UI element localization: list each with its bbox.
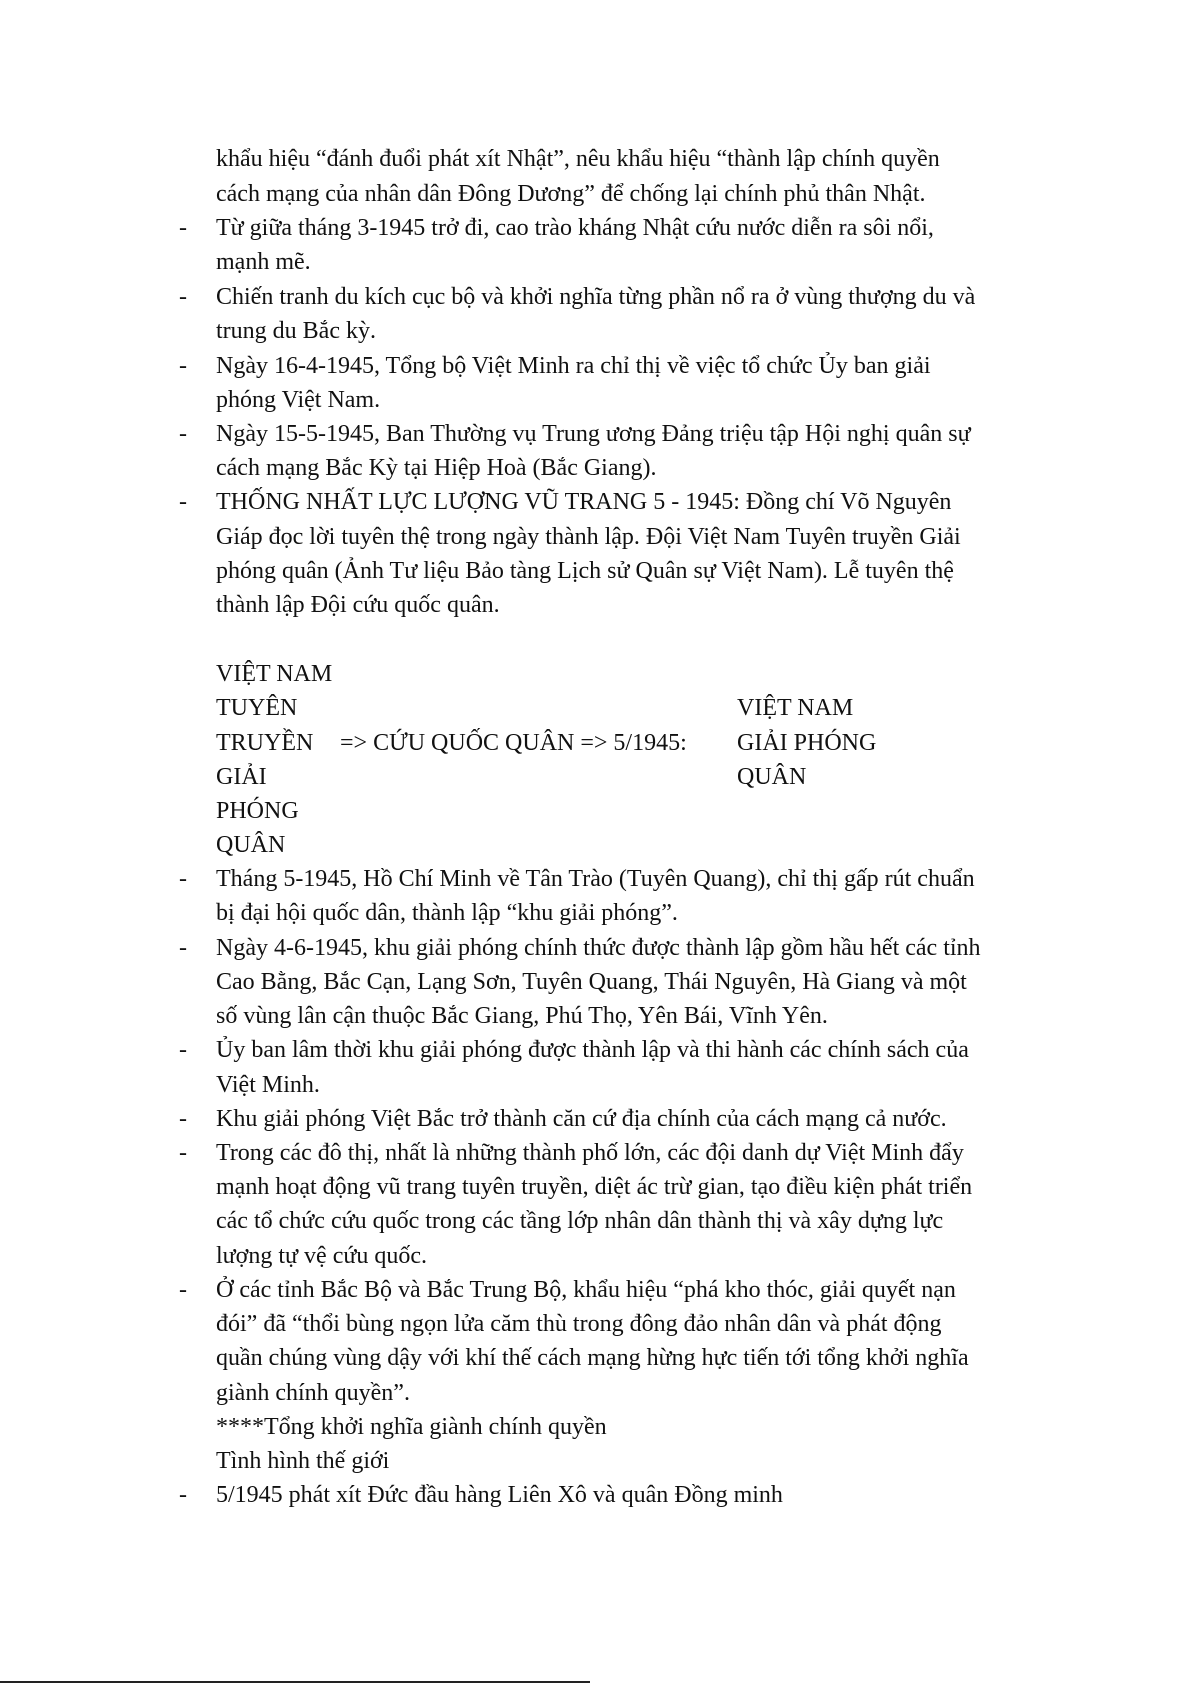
bullet-c1-line-1: 5/1945 phát xít Đức đầu hàng Liên Xô và quân Đồng minh [216,1482,783,1508]
bullet-b6-line-4: giành chính quyền”. [216,1380,410,1406]
bullet-dash: - [179,1482,187,1508]
diagram-left-1: VIỆT NAM [216,661,333,687]
bullet-dash: - [179,1106,187,1132]
bullet-a2-line-1: Chiến tranh du kích cục bộ và khởi nghĩa từng phần nổ ra ở vùng thượng du và [216,284,976,310]
diagram-right-2: GIẢI PHÓNG [737,730,877,756]
bullet-b5-line-4: lượng tự vệ cứu quốc. [216,1243,428,1269]
bullet-b6-line-3: quần chúng vùng dậy với khí thế cách mạng hừng hực tiến tới tổng khởi nghĩa [216,1345,969,1371]
bullet-b6-line-2: đói” đã “thổi bùng ngọn lửa căm thù trong đông đảo nhân dân và phát động [216,1311,942,1337]
bullet-b5-line-3: các tổ chức cứu quốc trong các tầng lớp nhân dân thành thị và xây dựng lực [216,1208,944,1234]
bullet-a3-line-2: phóng Việt Nam. [216,387,381,413]
bullet-b5-line-1: Trong các đô thị, nhất là những thành phố lớn, các đội danh dự Việt Minh đẩy [216,1140,964,1166]
bullet-b1-line-1: Tháng 5-1945, Hồ Chí Minh về Tân Trào (Tuyên Quang), chỉ thị gấp rút chuẩn [216,866,975,892]
bullet-dash: - [179,866,187,892]
bullet-a3-line-1: Ngày 16-4-1945, Tổng bộ Việt Minh ra chỉ thị về việc tổ chức Ủy ban giải [216,353,931,379]
bullet-a5-line-3: phóng quân (Ảnh Tư liệu Bảo tàng Lịch sử Quân sự Việt Nam). Lễ tuyên thệ [216,558,954,584]
bullet-a5-line-1: THỐNG NHẤT LỰC LƯỢNG VŨ TRANG 5 - 1945: Đồng chí Võ Nguyên [216,489,952,515]
bullet-a2-line-2: trung du Bắc kỳ. [216,318,376,344]
bullet-a1-line-2: mạnh mẽ. [216,249,311,275]
bullet-dash: - [179,489,187,515]
bullet-dash: - [179,215,187,241]
bullet-a4-line-2: cách mạng Bắc Kỳ tại Hiệp Hoà (Bắc Giang). [216,455,657,481]
bullet-a1-line-1: Từ giữa tháng 3-1945 trở đi, cao trào kháng Nhật cứu nước diễn ra sôi nổi, [216,215,934,241]
bullet-a4-line-1: Ngày 15-5-1945, Ban Thường vụ Trung ương Đảng triệu tập Hội nghị quân sự [216,421,971,447]
bullet-b5-line-2: mạnh hoạt động vũ trang tuyên truyền, diệt ác trừ gian, tạo điều kiện phát triển [216,1174,973,1200]
bullet-dash: - [179,353,187,379]
diagram-right-1: VIỆT NAM [737,695,854,721]
diagram-left-2: TUYÊN [216,695,298,721]
intro-line-2: cách mạng của nhân dân Đông Dương” để chống lại chính phủ thân Nhật. [216,181,926,207]
diagram-left-4: GIẢI [216,764,267,790]
bullet-b6-line-1: Ở các tỉnh Bắc Bộ và Bắc Trung Bộ, khẩu hiệu “phá kho thóc, giải quyết nạn [216,1277,956,1303]
bullet-dash: - [179,1140,187,1166]
bullet-b3-line-1: Ủy ban lâm thời khu giải phóng được thành lập và thi hành các chính sách của [216,1037,969,1063]
diagram-middle: => CỨU QUỐC QUÂN => 5/1945: [340,730,687,756]
page-bottom-divider [0,1681,590,1683]
bullet-dash: - [179,935,187,961]
bullet-dash: - [179,1277,187,1303]
diagram-left-5: PHÓNG [216,798,299,824]
bullet-dash: - [179,284,187,310]
section-heading: ****Tổng khởi nghĩa giành chính quyền [216,1414,607,1440]
bullet-b2-line-2: Cao Bằng, Bắc Cạn, Lạng Sơn, Tuyên Quang, Thái Nguyên, Hà Giang và một [216,969,967,995]
bullet-dash: - [179,421,187,447]
bullet-b2-line-3: số vùng lân cận thuộc Bắc Giang, Phú Thọ, Yên Bái, Vĩnh Yên. [216,1003,828,1029]
bullet-b3-line-2: Việt Minh. [216,1072,320,1098]
bullet-b2-line-1: Ngày 4-6-1945, khu giải phóng chính thức được thành lập gồm hầu hết các tỉnh [216,935,981,961]
bullet-dash: - [179,1037,187,1063]
diagram-right-3: QUÂN [737,764,807,790]
bullet-a5-line-2: Giáp đọc lời tuyên thệ trong ngày thành lập. Đội Việt Nam Tuyên truyền Giải [216,524,961,550]
sub-heading: Tình hình thế giới [216,1448,390,1474]
bullet-a5-line-4: thành lập Đội cứu quốc quân. [216,592,500,618]
diagram-left-6: QUÂN [216,832,286,858]
diagram-left-3: TRUYỀN [216,730,314,756]
intro-line-1: khẩu hiệu “đánh đuổi phát xít Nhật”, nêu khẩu hiệu “thành lập chính quyền [216,146,940,172]
bullet-b4-line-1: Khu giải phóng Việt Bắc trở thành căn cứ địa chính của cách mạng cả nước. [216,1106,947,1132]
bullet-b1-line-2: bị đại hội quốc dân, thành lập “khu giải phóng”. [216,900,678,926]
